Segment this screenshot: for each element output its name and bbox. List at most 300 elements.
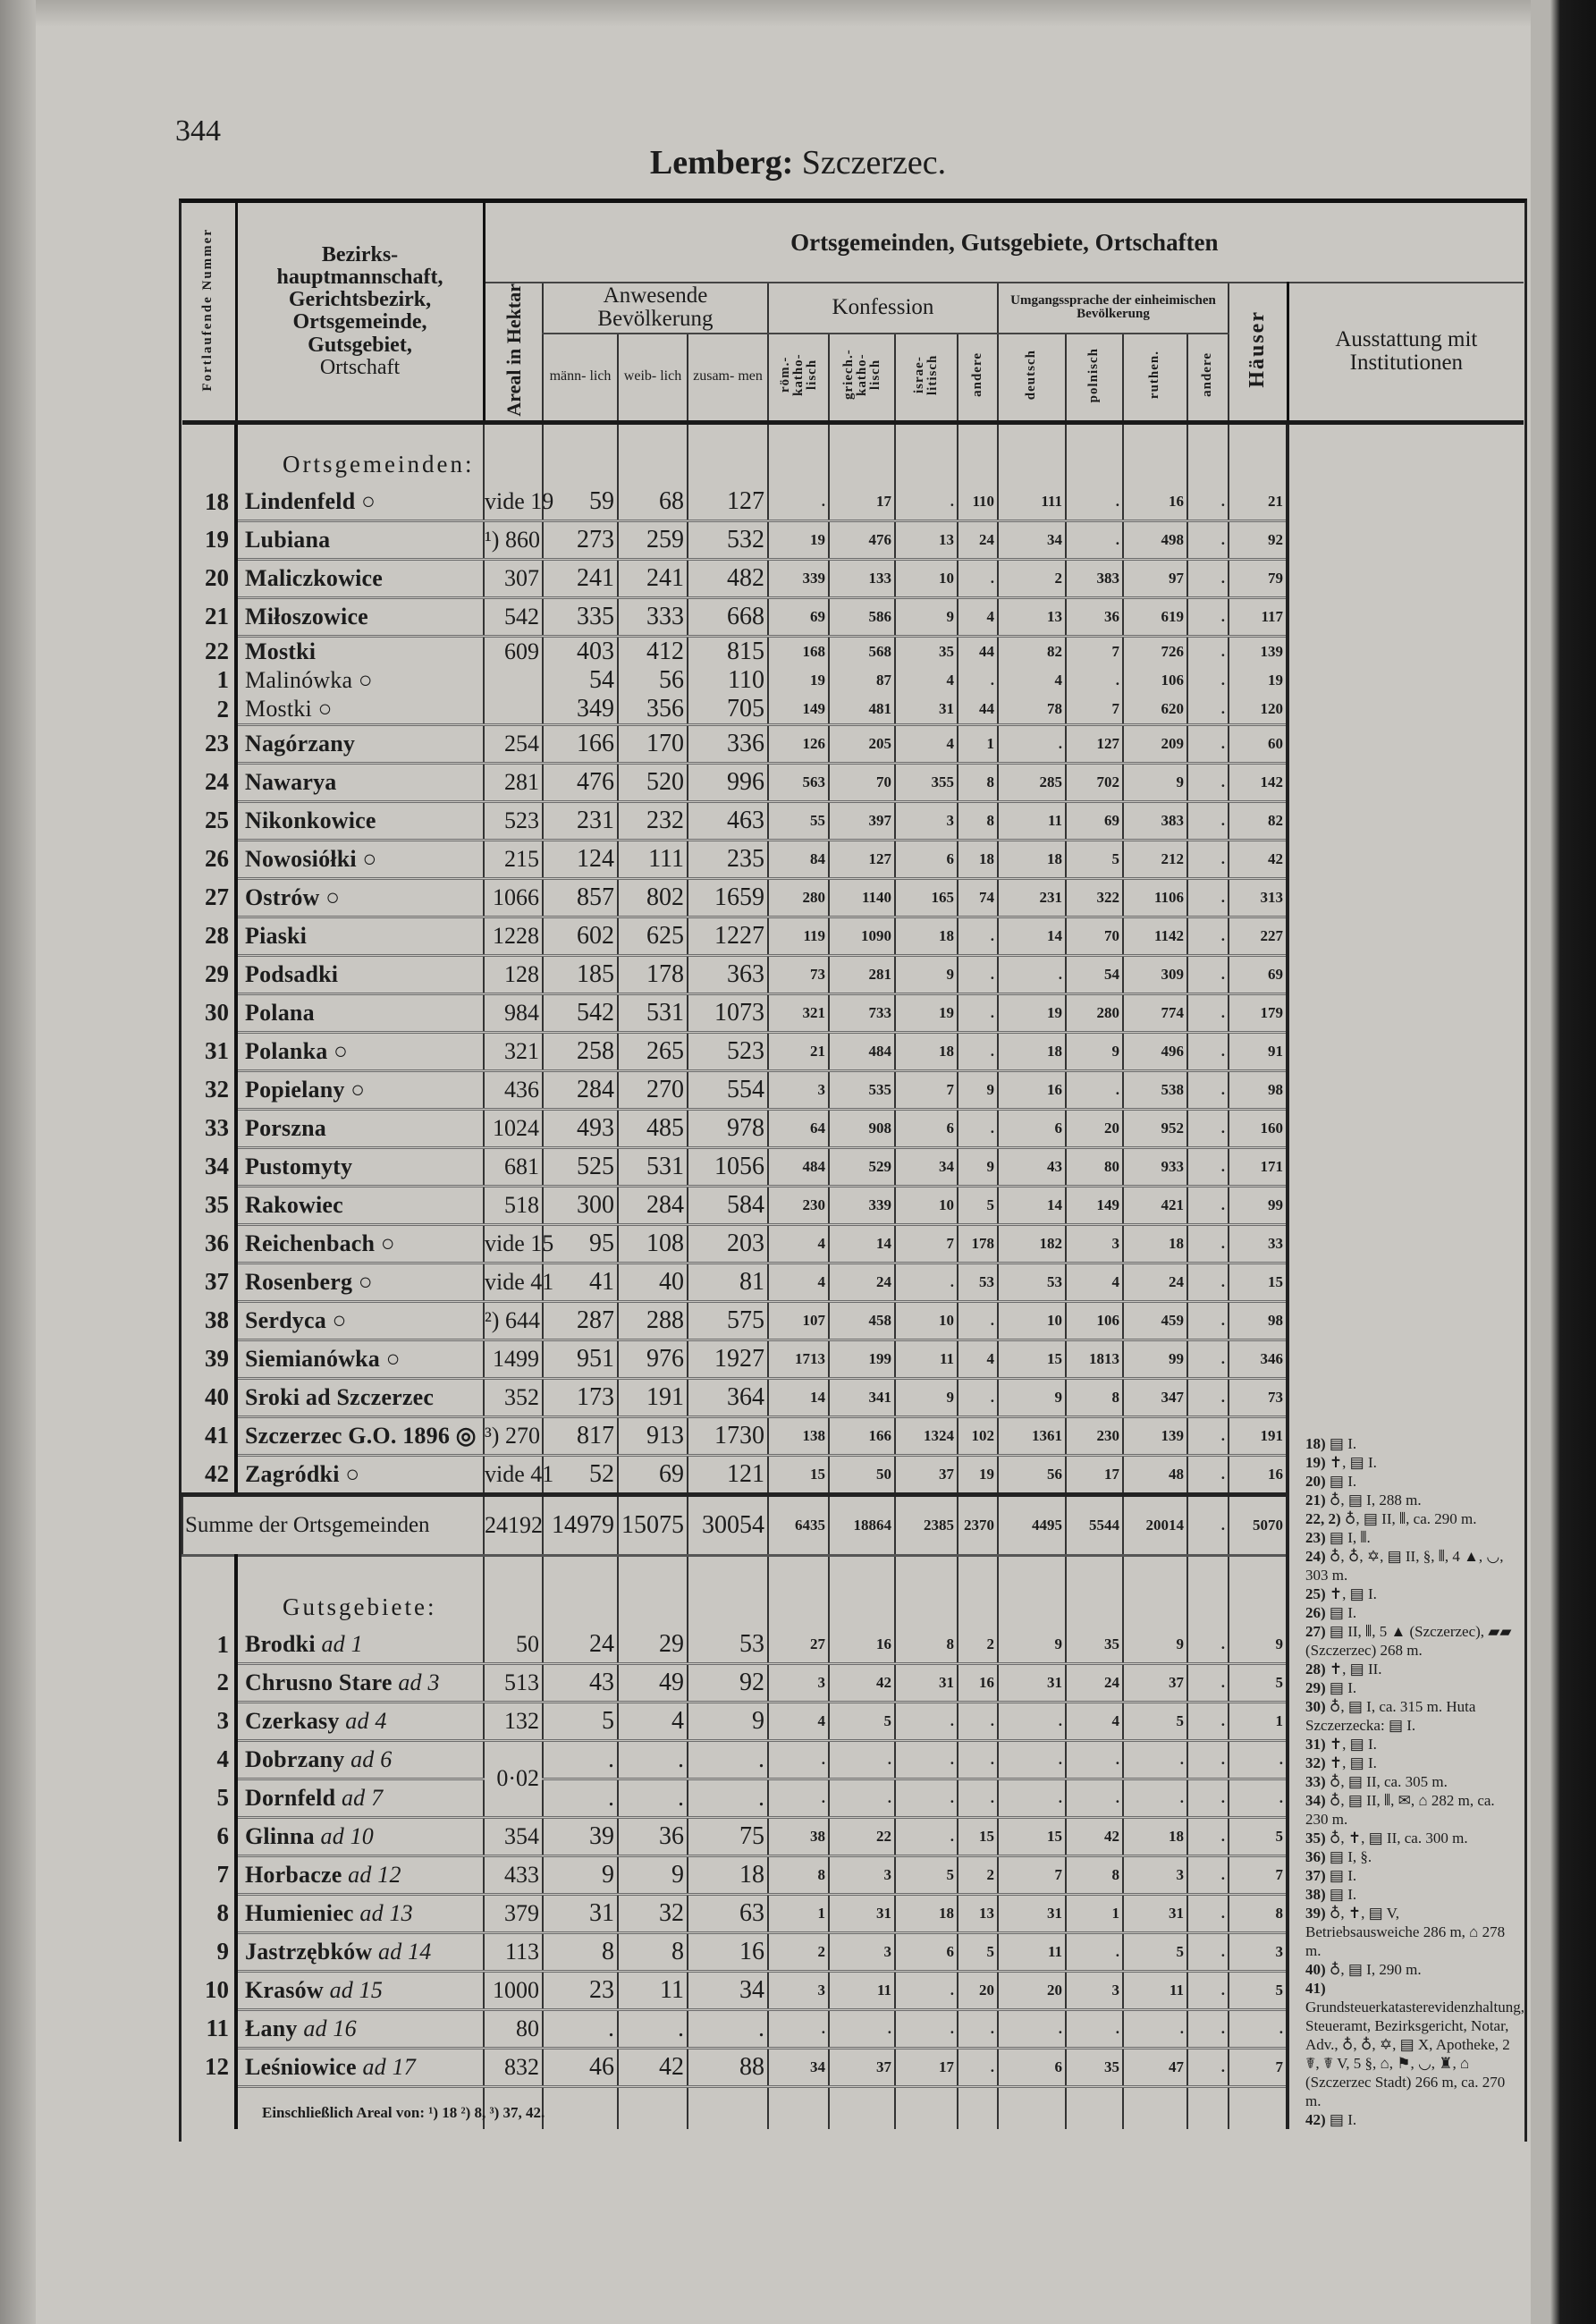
ausstattung-note — [1305, 1960, 1515, 1979]
weiblich-cell: . — [618, 2009, 688, 2048]
ruthenisch-cell: 309 — [1123, 955, 1187, 993]
header-andere-konfession — [958, 334, 998, 423]
griech-kath-cell: 1090 — [829, 917, 895, 955]
areal-cell: 352 — [484, 1378, 543, 1416]
ausstattung-note-number: 31) — [1305, 1735, 1326, 1753]
roem-kath-cell: 73 — [768, 955, 829, 993]
maennlich-cell: 349 — [543, 695, 618, 725]
andere-konfession-cell: 110 — [958, 484, 998, 521]
ruthenisch-cell: 18 — [1123, 1224, 1187, 1263]
areal-cell: vide 41 — [484, 1263, 543, 1301]
row-number: 30 — [182, 993, 236, 1032]
griech-kath-cell: . — [829, 2009, 895, 2048]
zusammen-cell: 92 — [688, 1663, 768, 1702]
ausstattung-note-text: ✝, ▤ I. — [1329, 1585, 1377, 1602]
israelitisch-cell: 355 — [895, 763, 958, 801]
empty-cell — [1066, 2086, 1123, 2129]
weiblich-cell: 241 — [618, 559, 688, 597]
andere-sprache-cell: . — [1187, 801, 1229, 840]
areal-cell: 24192 — [484, 1494, 543, 1555]
griech-kath-cell: 22 — [829, 1817, 895, 1855]
andere-konfession-cell: 178 — [958, 1224, 998, 1263]
griech-kath-cell: 281 — [829, 955, 895, 993]
deutsch-cell: 285 — [998, 763, 1066, 801]
header-ausstattung: Ausstattung mit Institutionen — [1288, 283, 1524, 422]
roem-kath-cell: 8 — [768, 1855, 829, 1894]
areal-cell: 379 — [484, 1894, 543, 1932]
andere-konfession-cell: 24 — [958, 520, 998, 559]
scan-edge-top — [0, 0, 1596, 27]
israelitisch-cell: . — [895, 2009, 958, 2048]
polnisch-cell: 4 — [1066, 1702, 1123, 1740]
ausstattung-note — [1305, 1697, 1515, 1735]
deutsch-cell: 15 — [998, 1339, 1066, 1378]
place-name — [236, 1932, 484, 1971]
row-number: 20 — [182, 559, 236, 597]
zusammen-cell: 9 — [688, 1702, 768, 1740]
andere-konfession-cell: 9 — [958, 1147, 998, 1186]
haeuser-cell: 19 — [1229, 666, 1288, 695]
header-nummer-label: Fortlaufende Nummer — [200, 227, 215, 392]
polnisch-cell: 8 — [1066, 1378, 1123, 1416]
ausstattung-note-number: 20) — [1305, 1472, 1326, 1490]
andere-sprache-cell: . — [1187, 1070, 1229, 1109]
place-name: Nagórzany — [236, 724, 484, 763]
maennlich-cell: 857 — [543, 878, 618, 917]
ausstattung-note-number: 28) — [1305, 1660, 1326, 1678]
haeuser-cell: 60 — [1229, 724, 1288, 763]
ausstattung-note-text: ♁, ✝, ▤ II, ca. 300 m. — [1329, 1829, 1468, 1847]
deutsch-cell: 43 — [998, 1147, 1066, 1186]
israelitisch-cell: 9 — [895, 1378, 958, 1416]
row-number: 21 — [182, 597, 236, 636]
deutsch-cell: 78 — [998, 695, 1066, 725]
maennlich-cell: 284 — [543, 1070, 618, 1109]
page-title-district: Szczerzec. — [801, 144, 947, 182]
israelitisch-cell: 35 — [895, 636, 958, 666]
ausstattung-note-number: 36) — [1305, 1847, 1326, 1865]
place-name: Lindenfeld ○ — [236, 484, 484, 521]
haeuser-cell: 5 — [1229, 1971, 1288, 2009]
maennlich-cell: 124 — [543, 840, 618, 878]
ruthenisch-cell: 421 — [1123, 1186, 1187, 1224]
weiblich-cell: 191 — [618, 1378, 688, 1416]
empty-cell — [1229, 422, 1288, 484]
place-name-text: Dornfeld — [245, 1784, 336, 1811]
ruthenisch-cell: 99 — [1123, 1339, 1187, 1378]
header-name-line: Ortsgemeinde, — [292, 310, 427, 334]
haeuser-cell: 21 — [1229, 484, 1288, 521]
weiblich-cell: 49 — [618, 1663, 688, 1702]
zusammen-cell: 705 — [688, 695, 768, 725]
header-name-line: Gutsgebiet, — [308, 333, 412, 357]
table-header — [182, 203, 1524, 422]
polnisch-cell: 230 — [1066, 1416, 1123, 1455]
israelitisch-cell: . — [895, 1702, 958, 1740]
andere-sprache-cell: . — [1187, 1301, 1229, 1339]
row-number: 9 — [182, 1932, 236, 1971]
polnisch-cell: 5544 — [1066, 1494, 1123, 1555]
ausstattung-note-text: ♁, ▤ II, ⫴, ca. 290 m. — [1344, 1509, 1477, 1527]
griech-kath-cell: 17 — [829, 484, 895, 521]
andere-sprache-cell: . — [1187, 1663, 1229, 1702]
row-number: 3 — [182, 1702, 236, 1740]
row-number: 34 — [182, 1147, 236, 1186]
ausstattung-note-number: 38) — [1305, 1885, 1326, 1903]
header-haeuser — [1229, 283, 1288, 422]
deutsch-cell: 7 — [998, 1855, 1066, 1894]
griech-kath-cell: 568 — [829, 636, 895, 666]
andere-sprache-cell: . — [1187, 993, 1229, 1032]
haeuser-cell: . — [1229, 2009, 1288, 2048]
ruthenisch-cell: 18 — [1123, 1817, 1187, 1855]
roem-kath-cell: 55 — [768, 801, 829, 840]
andere-sprache-cell: . — [1187, 724, 1229, 763]
row-number: 39 — [182, 1339, 236, 1378]
place-name-text: Łany — [245, 2015, 298, 2041]
deutsch-cell: . — [998, 955, 1066, 993]
empty-cell — [543, 2086, 618, 2129]
deutsch-cell: 6 — [998, 2048, 1066, 2086]
areal-cell: 1000 — [484, 1971, 543, 2009]
griech-kath-cell: 397 — [829, 801, 895, 840]
roem-kath-cell: 1 — [768, 1894, 829, 1932]
andere-konfession-cell: . — [958, 993, 998, 1032]
row-number-cell — [182, 2086, 236, 2129]
ausstattung-note — [1305, 1434, 1515, 1453]
place-name: Porszna — [236, 1109, 484, 1147]
empty-cell — [829, 422, 895, 484]
zusammen-cell: 523 — [688, 1032, 768, 1070]
andere-konfession-cell: 13 — [958, 1894, 998, 1932]
empty-cell — [768, 422, 829, 484]
deutsch-cell: 4495 — [998, 1494, 1066, 1555]
weiblich-cell: 913 — [618, 1416, 688, 1455]
roem-kath-cell: 15 — [768, 1455, 829, 1494]
israelitisch-cell: 5 — [895, 1855, 958, 1894]
zusammen-cell: 30054 — [688, 1494, 768, 1555]
roem-kath-cell: 3 — [768, 1971, 829, 2009]
haeuser-cell: 69 — [1229, 955, 1288, 993]
deutsch-cell: 111 — [998, 484, 1066, 521]
israelitisch-cell: 10 — [895, 1301, 958, 1339]
ausstattung-note-text: ▤ I. — [1329, 1885, 1357, 1903]
andere-sprache-cell: . — [1187, 1186, 1229, 1224]
place-name-text: Glinna — [245, 1822, 315, 1849]
header-israelitisch — [895, 334, 958, 423]
andere-sprache-cell: . — [1187, 1932, 1229, 1971]
header-name-line: Ortschaft — [319, 355, 401, 379]
griech-kath-cell: 586 — [829, 597, 895, 636]
andere-sprache-cell: . — [1187, 878, 1229, 917]
deutsch-cell: 16 — [998, 1070, 1066, 1109]
polnisch-cell: . — [1066, 484, 1123, 521]
ruthenisch-cell: 620 — [1123, 695, 1187, 725]
header-zusammen: zusam- men — [688, 334, 768, 423]
header-ruthenisch-label: ruthen. — [1147, 351, 1162, 400]
weiblich-cell: 15075 — [618, 1494, 688, 1555]
areal-cell: 984 — [484, 993, 543, 1032]
haeuser-cell: 79 — [1229, 559, 1288, 597]
weiblich-cell: 802 — [618, 878, 688, 917]
ruthenisch-cell: 11 — [1123, 1971, 1187, 2009]
ausstattung-note-text: ♁, ▤ II, ca. 305 m. — [1329, 1772, 1448, 1790]
ruthenisch-cell: 9 — [1123, 763, 1187, 801]
polnisch-cell: 35 — [1066, 2048, 1123, 2086]
andere-sprache-cell: . — [1187, 1894, 1229, 1932]
place-name: Zagródki ○ — [236, 1455, 484, 1494]
israelitisch-cell: 34 — [895, 1147, 958, 1186]
deutsch-cell: 14 — [998, 917, 1066, 955]
ausstattung-note-text: ♁, ▤ II, ⫴, ✉, ⌂ 282 m, ca. 230 m. — [1305, 1791, 1495, 1828]
maennlich-cell: 602 — [543, 917, 618, 955]
empty-cell — [1187, 2086, 1229, 2129]
haeuser-cell: 98 — [1229, 1301, 1288, 1339]
haeuser-cell: 142 — [1229, 763, 1288, 801]
weiblich-cell: 11 — [618, 1971, 688, 2009]
areal-cell: 433 — [484, 1855, 543, 1894]
roem-kath-cell: 14 — [768, 1378, 829, 1416]
andere-konfession-cell: 1 — [958, 724, 998, 763]
header-griech-kath — [829, 334, 895, 423]
polnisch-cell: 1 — [1066, 1894, 1123, 1932]
row-number: 12 — [182, 2048, 236, 2086]
empty-cell — [1123, 2086, 1187, 2129]
header-areal — [484, 283, 543, 422]
deutsch-cell: 18 — [998, 840, 1066, 878]
areal-cell: 254 — [484, 724, 543, 763]
andere-sprache-cell: . — [1187, 2009, 1229, 2048]
weiblich-cell: 531 — [618, 993, 688, 1032]
row-number: 2 — [182, 1663, 236, 1702]
zusammen-cell: 1927 — [688, 1339, 768, 1378]
header-andere-sprache — [1187, 334, 1229, 423]
maennlich-cell: 258 — [543, 1032, 618, 1070]
roem-kath-cell: 6435 — [768, 1494, 829, 1555]
haeuser-cell: 313 — [1229, 878, 1288, 917]
place-ad-reference: ad 10 — [320, 1822, 374, 1849]
row-number: 4 — [182, 1740, 236, 1779]
place-name — [236, 1971, 484, 2009]
place-ad-reference: ad 17 — [362, 2053, 416, 2080]
andere-konfession-cell: 2 — [958, 1855, 998, 1894]
ausstattung-notes — [1288, 422, 1524, 2129]
andere-konfession-cell: . — [958, 1032, 998, 1070]
ruthenisch-cell: . — [1123, 1740, 1187, 1779]
israelitisch-cell: . — [895, 1779, 958, 1817]
polnisch-cell: 3 — [1066, 1224, 1123, 1263]
maennlich-cell: 31 — [543, 1894, 618, 1932]
deutsch-cell: 34 — [998, 520, 1066, 559]
roem-kath-cell: 138 — [768, 1416, 829, 1455]
place-name-text: Jastrzębków — [245, 1938, 373, 1965]
weiblich-cell: 40 — [618, 1263, 688, 1301]
andere-sprache-cell: . — [1187, 484, 1229, 521]
ausstattung-note — [1305, 1979, 1524, 2110]
polnisch-cell: 383 — [1066, 559, 1123, 597]
griech-kath-cell: 11 — [829, 1971, 895, 2009]
zusammen-cell: 75 — [688, 1817, 768, 1855]
polnisch-cell: 24 — [1066, 1663, 1123, 1702]
weiblich-cell: 270 — [618, 1070, 688, 1109]
andere-sprache-cell: . — [1187, 666, 1229, 695]
griech-kath-cell: 127 — [829, 840, 895, 878]
andere-konfession-cell: 16 — [958, 1663, 998, 1702]
zusammen-cell: 336 — [688, 724, 768, 763]
polnisch-cell: 7 — [1066, 636, 1123, 666]
israelitisch-cell: . — [895, 1740, 958, 1779]
ruthenisch-cell: 498 — [1123, 520, 1187, 559]
page-title-region: Lemberg: — [649, 144, 794, 182]
place-name: Miłoszowice — [236, 597, 484, 636]
empty-cell — [543, 422, 618, 484]
haeuser-cell: 227 — [1229, 917, 1288, 955]
ausstattung-note — [1305, 1491, 1515, 1509]
weiblich-cell: 108 — [618, 1224, 688, 1263]
andere-konfession-cell: 2370 — [958, 1494, 998, 1555]
deutsch-cell: 20 — [998, 1971, 1066, 2009]
ausstattung-note — [1305, 1472, 1515, 1491]
polnisch-cell: 70 — [1066, 917, 1123, 955]
roem-kath-cell: 4 — [768, 1263, 829, 1301]
israelitisch-cell: 9 — [895, 955, 958, 993]
deutsch-cell: 56 — [998, 1455, 1066, 1494]
ausstattung-note-number: 18) — [1305, 1434, 1326, 1452]
griech-kath-cell: . — [829, 1740, 895, 1779]
place-name — [236, 1894, 484, 1932]
griech-kath-cell: 18864 — [829, 1494, 895, 1555]
roem-kath-cell: 149 — [768, 695, 829, 725]
weiblich-cell: 29 — [618, 1627, 688, 1664]
place-name — [236, 2009, 484, 2048]
weiblich-cell: 9 — [618, 1855, 688, 1894]
israelitisch-cell: . — [895, 1971, 958, 2009]
row-number: 41 — [182, 1416, 236, 1455]
haeuser-cell: 92 — [1229, 520, 1288, 559]
ausstattung-note-number: 32) — [1305, 1754, 1326, 1771]
polnisch-cell: 1813 — [1066, 1339, 1123, 1378]
ruthenisch-cell: 106 — [1123, 666, 1187, 695]
griech-kath-cell: 199 — [829, 1339, 895, 1378]
roem-kath-cell: 69 — [768, 597, 829, 636]
place-ad-reference: ad 4 — [345, 1707, 387, 1734]
andere-konfession-cell: 53 — [958, 1263, 998, 1301]
row-number: 10 — [182, 1971, 236, 2009]
row-number-cell — [182, 422, 236, 484]
ausstattung-note-text: Grundsteuerkatasterevidenzhaltung, Steueramt, Bezirksgericht, Notar, Adv., ♁, ♁, ✡, ▤ X, Apotheke, 2 ☤, ☤ V, 5 §, ⌂, ⚑, ◡, ♜, ⌂ (Szczerzec Stadt) 266 m, ca. 270 m. — [1305, 1998, 1524, 2109]
haeuser-cell: 99 — [1229, 1186, 1288, 1224]
weiblich-cell: 333 — [618, 597, 688, 636]
empty-cell — [768, 1555, 829, 1627]
empty-cell — [618, 422, 688, 484]
ruthenisch-cell: 774 — [1123, 993, 1187, 1032]
maennlich-cell: 542 — [543, 993, 618, 1032]
polnisch-cell: . — [1066, 1070, 1123, 1109]
zusammen-cell: . — [688, 2009, 768, 2048]
deutsch-cell: 231 — [998, 878, 1066, 917]
deutsch-cell: 19 — [998, 993, 1066, 1032]
place-name: Podsadki — [236, 955, 484, 993]
areal-cell: 542 — [484, 597, 543, 636]
griech-kath-cell: 339 — [829, 1186, 895, 1224]
zusammen-cell: 996 — [688, 763, 768, 801]
weiblich-cell: 232 — [618, 801, 688, 840]
maennlich-cell: 39 — [543, 1817, 618, 1855]
israelitisch-cell: 31 — [895, 695, 958, 725]
empty-cell — [1187, 422, 1229, 484]
roem-kath-cell: 230 — [768, 1186, 829, 1224]
ausstattung-note — [1305, 1678, 1515, 1697]
zusammen-cell: 18 — [688, 1855, 768, 1894]
ausstattung-note-text: ✝, ▤ I. — [1329, 1453, 1377, 1471]
empty-cell — [484, 1555, 543, 1627]
griech-kath-cell: 3 — [829, 1855, 895, 1894]
griech-kath-cell: 5 — [829, 1702, 895, 1740]
deutsch-cell: 31 — [998, 1894, 1066, 1932]
israelitisch-cell: 8 — [895, 1627, 958, 1664]
maennlich-cell: 166 — [543, 724, 618, 763]
polnisch-cell: . — [1066, 1779, 1123, 1817]
maennlich-cell: 14979 — [543, 1494, 618, 1555]
maennlich-cell: 59 — [543, 484, 618, 521]
ruthenisch-cell: 20014 — [1123, 1494, 1187, 1555]
ausstattung-note-number: 29) — [1305, 1678, 1326, 1696]
header-bevoelkerung: Anwesende Bevölkerung — [543, 283, 768, 334]
weiblich-cell: 111 — [618, 840, 688, 878]
header-name-line: Gerichtsbezirk, — [288, 288, 432, 312]
place-name: Lubiana — [236, 520, 484, 559]
row-number: 23 — [182, 724, 236, 763]
ausstattung-note-text: ▤ I. — [1329, 2110, 1357, 2128]
polnisch-cell: 20 — [1066, 1109, 1123, 1147]
israelitisch-cell: . — [895, 484, 958, 521]
empty-cell — [688, 1555, 768, 1627]
israelitisch-cell: 10 — [895, 1186, 958, 1224]
ausstattung-note — [1305, 2110, 1515, 2129]
ausstattung-note — [1305, 1735, 1515, 1754]
deutsch-cell: 2 — [998, 559, 1066, 597]
place-name — [236, 2048, 484, 2086]
empty-cell — [1187, 1555, 1229, 1627]
andere-konfession-cell: 8 — [958, 801, 998, 840]
griech-kath-cell: 484 — [829, 1032, 895, 1070]
roem-kath-cell: 168 — [768, 636, 829, 666]
andere-sprache-cell: . — [1187, 2048, 1229, 2086]
maennlich-cell: . — [543, 1740, 618, 1779]
weiblich-cell: 68 — [618, 484, 688, 521]
israelitisch-cell: 18 — [895, 1032, 958, 1070]
place-name: Sroki ad Szczerzec — [236, 1378, 484, 1416]
place-ad-reference: ad 14 — [378, 1938, 432, 1965]
maennlich-cell: 54 — [543, 666, 618, 695]
israelitisch-cell: 7 — [895, 1070, 958, 1109]
roem-kath-cell: 21 — [768, 1032, 829, 1070]
maennlich-cell: 24 — [543, 1627, 618, 1664]
maennlich-cell: 335 — [543, 597, 618, 636]
zusammen-cell: 34 — [688, 1971, 768, 2009]
ausstattung-note-number: 27) — [1305, 1622, 1326, 1640]
weiblich-cell: 178 — [618, 955, 688, 993]
roem-kath-cell: 119 — [768, 917, 829, 955]
ruthenisch-cell: 5 — [1123, 1932, 1187, 1971]
andere-konfession-cell: . — [958, 1740, 998, 1779]
andere-konfession-cell: . — [958, 1378, 998, 1416]
roem-kath-cell: . — [768, 1740, 829, 1779]
zusammen-cell: 364 — [688, 1378, 768, 1416]
roem-kath-cell: 4 — [768, 1702, 829, 1740]
header-konfession: Konfession — [768, 283, 998, 334]
deutsch-cell: 11 — [998, 801, 1066, 840]
